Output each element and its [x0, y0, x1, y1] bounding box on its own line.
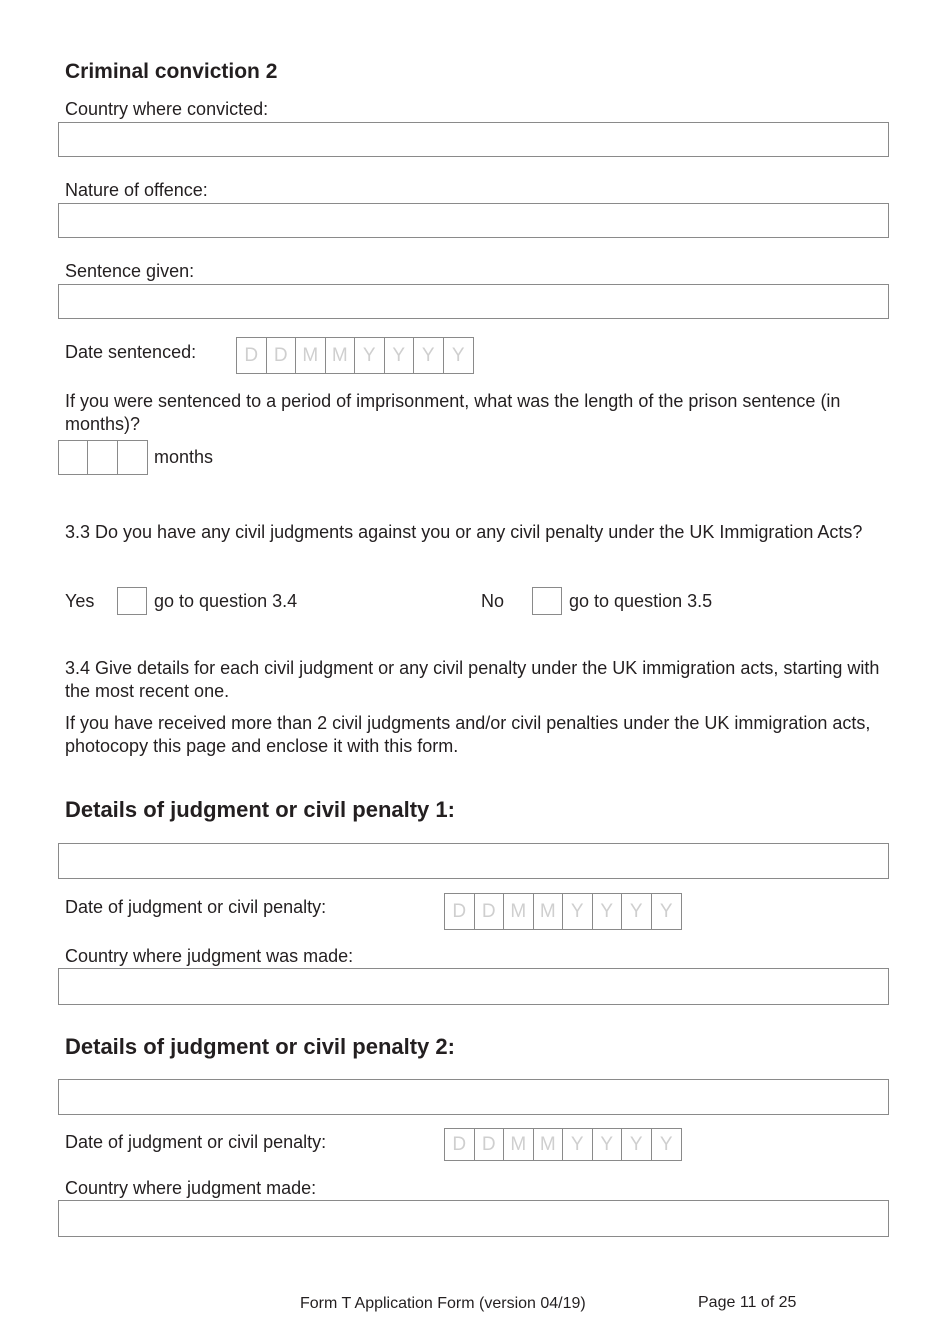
- date-digit-box[interactable]: D: [475, 1129, 505, 1160]
- yes-checkbox[interactable]: [117, 587, 147, 615]
- country-convicted-label: Country where convicted:: [65, 99, 269, 119]
- prison-months-input[interactable]: [58, 440, 148, 475]
- penalty-2-title: Details of judgment or civil penalty 2:: [65, 1034, 455, 1059]
- penalty-2-date-input[interactable]: [444, 1128, 682, 1161]
- months-digit-box[interactable]: [118, 441, 147, 474]
- penalty-1-country-label: Country where judgment was made:: [65, 946, 354, 966]
- date-digit-box[interactable]: D: [267, 338, 297, 373]
- penalty-2-date-label: Date of judgment or civil penalty:: [65, 1132, 327, 1152]
- section-title-conviction-2: Criminal conviction 2: [65, 60, 278, 83]
- date-digit-box[interactable]: Y: [659, 900, 673, 922]
- penalty-1-date-label: Date of judgment or civil penalty:: [65, 897, 327, 917]
- yes-goto-text: go to question 3.4: [154, 591, 298, 611]
- date-digit-box[interactable]: Y: [563, 894, 593, 929]
- question-3-4: 3.4 Give details for each civil judgment or any civil penalty under the UK immigration acts, starting with the most recent one.: [65, 658, 880, 701]
- date-digit-box[interactable]: M: [534, 894, 564, 929]
- sentence-given-label: Sentence given:: [65, 261, 195, 281]
- footer-page-number: Page 11 of 25: [698, 1294, 797, 1311]
- date-digit-box[interactable]: Y: [385, 338, 415, 373]
- prison-sentence-question: If you were sentenced to a period of imprisonment, what was the length of the prison sentence (in months)?: [65, 391, 841, 434]
- date-digit-box[interactable]: Y: [563, 1129, 593, 1160]
- nature-of-offence-label: Nature of offence:: [65, 180, 208, 200]
- date-digit-box[interactable]: M: [504, 1129, 534, 1160]
- footer-form-name: Form T Application Form (version 04/19): [300, 1295, 586, 1312]
- date-digit-box[interactable]: Y: [593, 894, 623, 929]
- yes-label: Yes: [65, 591, 95, 611]
- date-digit-box[interactable]: M: [534, 1129, 564, 1160]
- question-3-3: 3.3 Do you have any civil judgments against you or any civil penalty under the UK Immigration Acts?: [65, 522, 863, 542]
- date-digit-box[interactable]: D: [237, 338, 267, 373]
- penalty-1-country-input[interactable]: [58, 968, 889, 1005]
- date-digit-box[interactable]: Y: [355, 338, 385, 373]
- date-digit-box[interactable]: D: [475, 894, 505, 929]
- penalty-2-country-input[interactable]: [58, 1200, 889, 1237]
- date-digit-box[interactable]: Y: [451, 344, 465, 366]
- no-goto-text: go to question 3.5: [569, 591, 713, 611]
- date-digit-box[interactable]: Y: [622, 1129, 652, 1160]
- nature-of-offence-input[interactable]: [58, 203, 889, 238]
- no-checkbox[interactable]: [532, 587, 562, 615]
- months-digit-box[interactable]: [88, 441, 117, 474]
- date-digit-box[interactable]: D: [445, 1129, 475, 1160]
- date-digit-box[interactable]: M: [504, 894, 534, 929]
- months-digit-box[interactable]: [59, 441, 88, 474]
- date-digit-box[interactable]: Y: [622, 894, 652, 929]
- penalty-2-country-label: Country where judgment made:: [65, 1178, 317, 1198]
- months-label: months: [154, 447, 214, 467]
- date-digit-box[interactable]: Y: [414, 338, 444, 373]
- sentence-given-input[interactable]: [58, 284, 889, 319]
- country-convicted-input[interactable]: [58, 122, 889, 157]
- penalty-1-date-input[interactable]: [444, 893, 682, 930]
- date-sentenced-input[interactable]: [236, 337, 474, 374]
- date-digit-box[interactable]: D: [445, 894, 475, 929]
- date-digit-box[interactable]: Y: [659, 1133, 673, 1155]
- date-digit-box[interactable]: M: [296, 338, 326, 373]
- penalty-1-details-input[interactable]: [58, 843, 889, 879]
- date-sentenced-label: Date sentenced:: [65, 342, 197, 362]
- penalty-1-title: Details of judgment or civil penalty 1:: [65, 797, 455, 822]
- question-3-4-note: If you have received more than 2 civil judgments and/or civil penalties under the UK immigration acts, photocopy this page and enclose it with this form.: [65, 713, 871, 756]
- date-digit-box[interactable]: M: [326, 338, 356, 373]
- no-label: No: [481, 591, 505, 611]
- date-digit-box[interactable]: Y: [593, 1129, 623, 1160]
- penalty-2-details-input[interactable]: [58, 1079, 889, 1115]
